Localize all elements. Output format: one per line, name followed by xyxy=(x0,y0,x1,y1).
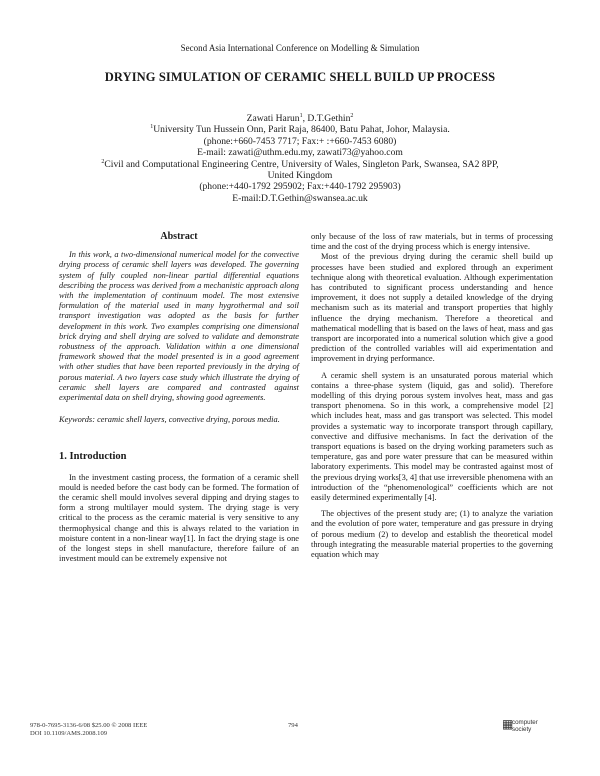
author1-superscript: 1 xyxy=(299,113,303,119)
author-line xyxy=(0,113,600,124)
logo-text xyxy=(512,719,538,733)
computer-society-logo xyxy=(502,718,572,740)
ieee-computer-society-logo-icon: ▦ xyxy=(502,717,514,731)
phone-1: (phone:+660-7453 7717; Fax:+ :+660-7453 6080) xyxy=(203,135,397,147)
affiliation-2 xyxy=(0,159,600,170)
footer-doi: DOI 10.1109/AMS.2008.109 xyxy=(30,730,108,737)
page-number: 794 xyxy=(288,722,298,729)
conference-header: Second Asia International Conference on Modelling & Simulation xyxy=(180,43,420,53)
intro-paragraph-2: Most of the previous drying during the ceramic shell build up processes have been studied and explored through an experiment technique along with theoretical evaluation. Although experimentation has contributed to significant process understanding and hence improvement, it does not supply a detailed knowledge of the drying mechanism such as its material and transport properties that highly influence the drying mechanism. Therefore a theoretical and mathematical modelling that is based on the laws of heat, mass and gas transport are incorporated into a numerical solution which give a good prediction of the controlled variables will aid experimentation and improvement in drying performance. xyxy=(311,252,553,364)
affiliation1-superscript: 1 xyxy=(150,124,154,131)
right-column xyxy=(311,232,553,560)
affiliation-2-country: United Kingdom xyxy=(267,170,333,182)
author-block xyxy=(0,113,600,204)
affiliation-1 xyxy=(0,124,600,135)
footer-citation xyxy=(30,722,147,738)
phone-2: (phone:+440-1792 295902; Fax:+440-1792 295903) xyxy=(199,181,401,193)
intro-paragraph-1: In the investment casting process, the formation of a ceramic shell mould is needed before the cast body can be formed. The formation of the ceramic shell mould involves several dipping and drying stages to form a strong multilayer mould system. The drying stage is very critical to the process as the ceramic material is very sensitive to any thermophysical change and this is always related to the variation in moisture content in a non-linear way[1]. In fact the drying stage is one of the longest steps in shell manufacture, therefore failure of an investment mould can be extremely expensive not xyxy=(59,472,299,564)
email-1: E-mail: zawati@uthm.edu.my, zawati73@yahoo.com xyxy=(197,147,403,159)
intro-paragraph-4: The objectives of the present study are; (1) to analyze the variation and the evolution of pore water, temperature and gas pressure in drying of porous medium (2) to develop and establish the theoretical model through integrating the measurable material properties to the governing equation which may xyxy=(311,509,553,560)
affiliation-2-text: Civil and Computational Engineering Centre, University of Wales, Singleton Park, Swansea, SA2 8PP, xyxy=(104,158,499,170)
intro-paragraph-1-continued: only because of the loss of raw materials, but in terms of processing time and the cost of the drying process which is energy intensive. xyxy=(311,232,553,252)
author-name: Zawati Harun xyxy=(246,113,300,124)
logo-line-1: computer xyxy=(512,719,538,726)
footer-isbn: 978-0-7695-3136-6/08 $25.00 © 2008 IEEE xyxy=(30,722,148,729)
author2-superscript: 2 xyxy=(350,113,354,119)
abstract-heading: Abstract xyxy=(160,231,198,242)
keywords: Keywords: ceramic shell layers, convective drying, porous media. xyxy=(59,415,280,425)
logo-line-2: society xyxy=(512,726,532,733)
left-column xyxy=(59,232,299,564)
intro-paragraph-3: A ceramic shell system is an unsaturated porous material which contains a three-phase system (liquid, gas and solid). Therefore modelling of this drying porous system involves heat, mass and gas transport phenomena. So in this work, a comprehensive model [2] which includes heat, mass and gas transport was selected. This model provides a systematic way to incorporate transport through capillary, convective and diffusive mechanisms. In fact the derivation of the transport equations is based on the drying working parameters such as temperature, gas and pore water pressure that can be measured within laboratory experiments. This model may be contrasted against most of the previous drying works[3, 4] that use irreversible phenomena with an introduction of the “phenomenological” coefficients which are not easily determined experimentally [4]. xyxy=(311,370,553,503)
abstract-body: In this work, a two-dimensional numerical model for the convective drying process of ceramic shell layers was developed. The governing system of fully coupled non-linear partial differential equations describing the process was derived from a mechanistic approach along with the implementation of continuum model. The most extensive formulation of the material used in many hygrothermal and soil transport investigation was adopted as the basis for further development in this work. Two examples comprising one dimensional brick drying and shell drying are solved to validate and demonstrate robustness of the approach. Validation within a one dimensional framework showed that the model presented is in a good agreement with other studies that have been reported previously in the drying of porous material. A two layers case study which illustrate the drying of ceramic shell layers are compared and contrasted against experimental data on shell drying, showing good agreements. xyxy=(59,250,299,403)
author-name-2: , D.T.Gethin xyxy=(302,113,351,124)
affiliation-1-text: University Tun Hussein Onn, Parit Raja, 86400, Batu Pahat, Johor, Malaysia. xyxy=(153,124,450,136)
paper-title: DRYING SIMULATION OF CERAMIC SHELL BUILD UP PROCESS xyxy=(104,70,496,84)
section-heading-introduction: 1. Introduction xyxy=(59,451,127,463)
email-2: E-mail:D.T.Gethin@swansea.ac.uk xyxy=(232,192,368,204)
affiliation2-superscript: 2 xyxy=(101,158,105,165)
